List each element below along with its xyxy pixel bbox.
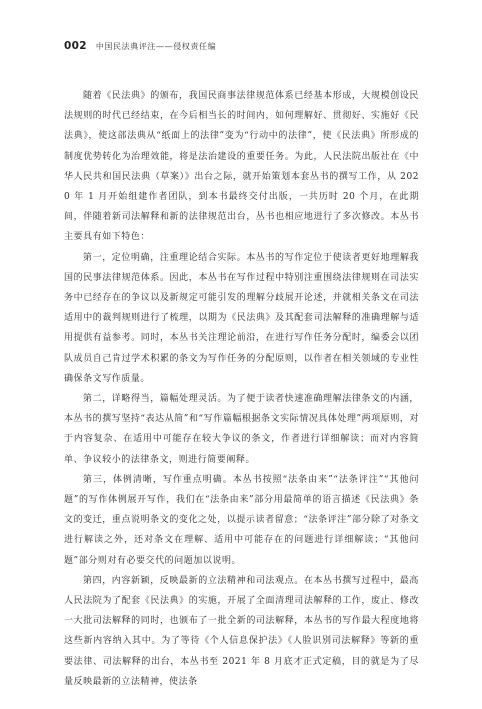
page-number: 002 xyxy=(64,40,87,52)
paragraph-intro: 随着《民法典》的颁布，我国民商事法律规范体系已经基本形成，大规模创设民法规则的时代已经结束，在今后相当长的时间内，如何理解好、贯彻好、实施好《民法典》，使这部法典从“纸面上的法律”变为“行动中的法律”，使《民法典》所形成的制度优势转化为治理效能，将是法治建设的重要任务。为此，人民法院出版社在《中华人民共和国民法典（草案）》出台之际，就开始策划本套丛书的撰写工作，从 2020 年 1 月开始组建作者团队，到本书最终交付出版，一共历时 20 个月，在此期间，伴随着新司法解释和新的法律规范出台，丛书也相应地进行了多次修改。本丛书主要具有如下特色： xyxy=(64,91,419,243)
paragraph-feature-2: 第二，详略得当，篇幅处理灵活。为了便于读者快速准确理解法律条文的内涵，本丛书的撰写坚持“表达从简”和“写作篇幅根据条文实际情况具体处理”两项原则，对于内容复杂、在适用中可能存在较大争议的条文，作者进行详细解读；而对内容简单、争议较小的法律条文，则进行简要阐释。 xyxy=(64,394,419,465)
paragraph-feature-3: 第三，体例清晰，写作重点明确。本丛书按照“法条由来”“法条评注”“其他问题”的写作体例展开写作，我们在“法条由来”部分用最简单的语言描述《民法典》条文的变迁，重点说明条文的变化之处，以提示读者留意；“法条评注”部分除了对条文进行解读之外，还对条文在理解、适用中可能存在的问题进行详细解读；“其他问题”部分则对有必要交代的问题加以说明。 xyxy=(64,474,419,566)
paragraph-feature-4: 第四，内容新颖，反映最新的立法精神和司法观点。在本丛书撰写过程中，最高人民法院为了配套《民法典》的实施，开展了全面清理司法解释的工作，废止、修改一大批司法解释的同时，也颁布了一批全新的司法解释，本丛书的写作最大程度地将这些新内容纳入其中。为了等待《个人信息保护法》《人脸识别司法解释》等新的重要法律、司法解释的出台，本丛书至 2021 年 8 月底才正式定稿，目的就是为了尽量反映最新的立法精神，使法条 xyxy=(64,575,419,687)
running-title: 中国民法典评注——侵权责任编 xyxy=(95,42,217,51)
body-text xyxy=(64,86,419,692)
paragraph-feature-1: 第一，定位明确，注重理论结合实际。本丛书的写作定位于使读者更好地理解我国的民事法律规范体系。因此，本丛书在写作过程中特别注重围绕法律规则在司法实务中已经存在的争议以及新规定可能引发的理解分歧展开论述，并就相关条文在司法适用中的裁判规则进行了梳理，以期为《民法典》及其配套司法解释的准确理解与适用提供有益参考。同时，本丛书关注理论前沿，在进行写作任务分配时，编委会以团队成员自己肯过学术积累的条文为写作任务的分配原则，以作者在相关领域的专业性确保条文写作质量。 xyxy=(64,252,419,384)
page-header xyxy=(64,40,216,52)
